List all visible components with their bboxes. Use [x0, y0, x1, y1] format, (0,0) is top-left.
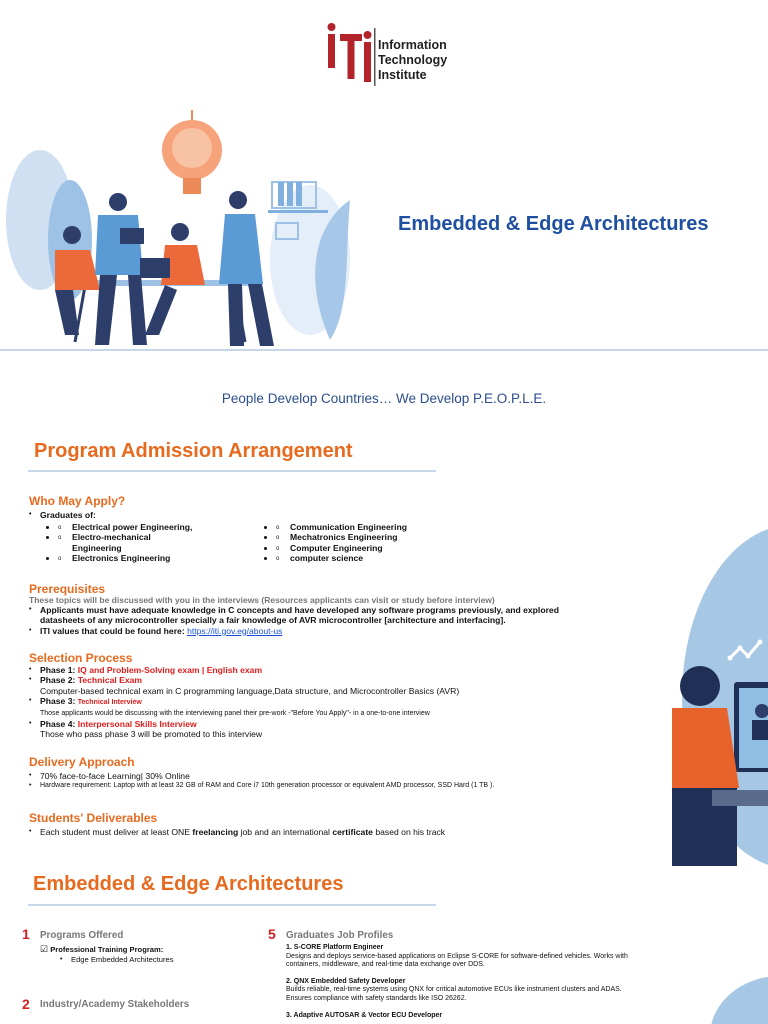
graduates-lead: • Graduates of:	[29, 510, 329, 520]
section-title-track: Embedded & Edge Architectures	[33, 873, 344, 895]
deliverable-bold: freelancing	[192, 827, 239, 837]
tagline: People Develop Countries… We Develop P.E.O.P.L.E.	[221, 391, 547, 406]
phase-description: Those applicants would be discussing with the interviewing panel their pre-work -"Before You Apply"- in a one-to-one interview	[40, 709, 430, 717]
deliverables-list	[29, 827, 589, 837]
values-label: ITI values that could be found here:	[40, 625, 188, 636]
deliverable-text: Each student must deliver at least ONE	[40, 827, 193, 837]
section-number: 2	[22, 996, 30, 1012]
phase-value: IQ and Problem-Solving exam | English exam	[77, 665, 263, 675]
section-title-admission: Program Admission Arrangement	[34, 440, 353, 462]
prerequisites-note: These topics will be discussed with you in the interviews (Resources applicants can visit or study before interview)	[29, 595, 495, 605]
program-item: • Edge Embedded Architectures	[60, 955, 174, 965]
program-list	[60, 955, 174, 965]
logo-line-1: Information	[378, 38, 447, 52]
hero-illustration	[0, 110, 360, 350]
divider	[28, 904, 436, 906]
major-item: o • Computer Engineering	[276, 543, 456, 553]
job-profiles-heading: Graduates Job Profiles	[286, 930, 394, 941]
phase-item	[29, 675, 589, 696]
phase-label: Phase 1:	[40, 665, 78, 675]
delivery-approach-heading: Delivery Approach	[29, 755, 135, 769]
phase-label: Phase 2:	[40, 675, 78, 686]
divider	[28, 470, 436, 472]
phase-item	[29, 696, 589, 719]
prerequisites-list	[29, 605, 589, 636]
stakeholders-heading: Industry/Academy Stakeholders	[40, 999, 190, 1010]
deliverable-bold: certificate	[332, 827, 373, 837]
job-title: 3. Adaptive AUTOSAR & Vector ECU Developer	[286, 1011, 443, 1019]
deliverable-text: job and an international	[238, 827, 333, 837]
checkbox-icon: ☑	[40, 944, 49, 954]
phase-description: Computer-based technical exam in C programming language,Data structure, and Microcontroller Basics (AVR)	[40, 685, 460, 696]
delivery-list	[29, 771, 589, 792]
section-number: 1	[22, 926, 30, 942]
program-label: Professional Training Program:	[50, 945, 164, 954]
phase-label: Phase 3:	[40, 696, 78, 707]
major-item: o • Electro-mechanical Engineering	[58, 532, 178, 553]
job-title: 2. QNX Embedded Safety Developer	[286, 977, 406, 985]
prerequisites-heading: Prerequisites	[29, 582, 106, 596]
iti-values-link[interactable]: https://iti.gov.eg/about-us	[187, 625, 283, 636]
job-title: 1. S-CORE Platform Engineer	[286, 944, 384, 951]
divider	[0, 349, 768, 351]
deliverable-text: based on his track	[372, 827, 446, 837]
deliverables-heading: Students' Deliverables	[29, 811, 158, 825]
section-number: 5	[268, 926, 276, 942]
delivery-item: • Hardware requirement: Laptop with at least 32 GB of RAM and Core i7 10th generation processor or equivalent AMD processor, SSD Hard (1 TB ).	[29, 781, 589, 791]
majors-left-list	[58, 522, 218, 564]
majors-right-list	[276, 522, 456, 564]
phase-item	[29, 665, 589, 675]
graduates-list	[29, 510, 329, 520]
who-may-apply-heading: Who May Apply?	[29, 494, 126, 508]
hero-title: Embedded & Edge Architectures	[398, 213, 709, 235]
programs-offered-heading: Programs Offered	[40, 930, 124, 941]
selection-process-heading: Selection Process	[29, 651, 133, 665]
job-description: Designs and deploys service-based applications on Eclipse S-CORE for software-defined vehicles. Works with containers, middleware, and real-time data exchange over DDS.	[286, 952, 628, 969]
deliverable-item	[29, 827, 589, 837]
phase-value: Technical Exam	[77, 675, 143, 686]
logo-wordmark	[378, 38, 447, 83]
logo-line-2: Technology	[378, 53, 448, 67]
logo-line-3: Institute	[378, 68, 427, 82]
phase-value: Interpersonal Skills Interview	[77, 719, 197, 730]
prerequisite-item: • Applicants must have adequate knowledge in C concepts and have developed any software programs previously, and explored datasheets of any microcontroller specially a fair knowledge of AVR microcontroller [architecture and interfacing].	[29, 605, 589, 626]
delivery-item: • 70% face-to-face Learning| 30% Online	[29, 771, 589, 781]
phase-value: Technical Interview	[77, 699, 142, 707]
major-item: o • Electrical power Engineering,	[58, 522, 218, 532]
job-profiles-list	[286, 944, 646, 1020]
major-item: o • Communication Engineering	[276, 522, 456, 532]
phase-label: Phase 4:	[40, 719, 78, 730]
major-item: o • Mechatronics Engineering	[276, 532, 456, 542]
prerequisite-item	[29, 626, 589, 636]
major-item: o • Electronics Engineering	[58, 553, 218, 563]
corner-illustration	[700, 966, 768, 1024]
side-illustration	[672, 528, 768, 866]
job-description: Builds reliable, real-time systems using QNX for critical automotive ECUs like instrument clusters and ADAS. Ensures compliance with safety standards like ISO 26262.	[286, 986, 622, 1002]
selection-phases-list	[29, 665, 589, 740]
phase-description: Those who pass phase 3 will be promoted to this interview	[40, 729, 263, 740]
program-checkbox-row	[40, 944, 163, 955]
phase-item	[29, 719, 589, 740]
major-item: o • computer science	[276, 553, 456, 563]
